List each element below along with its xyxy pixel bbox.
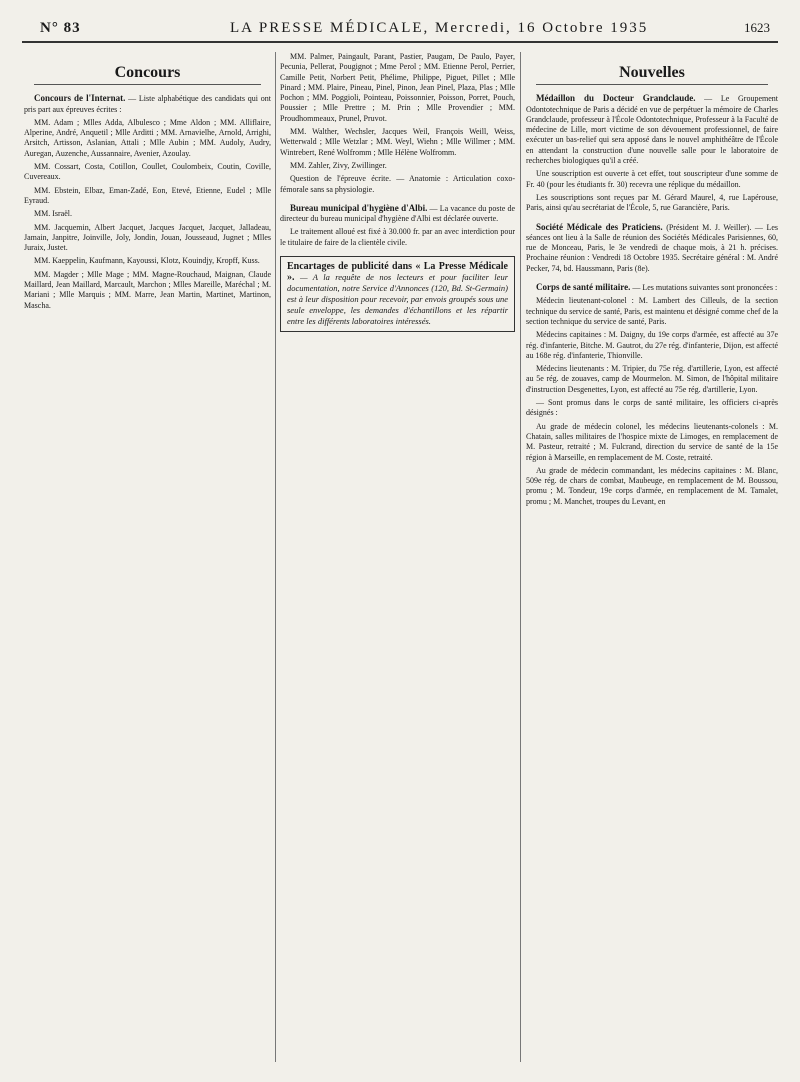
article-text: — Le Groupement Odontotechnique de Paris a décidé en vue de perpétuer la mémoire de Charles Grandclaude, professeur à l'École Odontotechnique, Professeur à la Faculté de médecine de Lille, mort victime de son dévouement professionnel, de faire exécuter un bas-relief qui sera apposé dans le nouvel amphithéâtre de l'École en attendant la construction d'une nouvelle salle pour le laboratoire de recherches biologiques qu'il a créé. (526, 94, 778, 166)
article-text: Médecin lieutenant-colonel : M. Lambert des Cilleuls, de la section technique du service de santé, Paris, est maintenu et désigné comme chef de la section technique du service de santé, Paris. (526, 296, 778, 326)
article-text: Au grade de médecin colonel, les médecins lieutenants-colonels : M. Chatain, salles militaires de l'hospice mixte de Limoges, en remplacement de M. Pasteur, retraité ; M. Fulcrand, direction du service de santé de la 15e région à Marseille, en remplacement de M. Coste, retraité. (526, 421, 778, 462)
column-right (526, 52, 778, 1062)
candidate-list: MM. Magder ; Mlle Mage ; MM. Magne-Rouchaud, Maignan, Claude Maillard, Jean Maillard, Marcault, Marchon ; Mlles Mareille, Maréchal ; M. Mariani ; Mlle Marquis ; MM. Marre, Jean Martin, Martinet, Martinon, Mascha. (24, 269, 271, 310)
header-rule (22, 41, 778, 43)
candidate-list: MM. Ebstein, Elbaz, Eman-Zadé, Eon, Etevé, Etienne, Eudel ; Mlle Eyraud. (24, 185, 271, 205)
article-text: Le traitement alloué est fixé à 30.000 fr. par an avec interdiction pour le titulaire de faire de la clientèle civile. (280, 227, 515, 247)
advertisement-box (280, 256, 515, 332)
article-text: Une souscription est ouverte à cet effet, tout souscripteur d'une somme de Fr. 40 (pour les étudiants fr. 30) recevra une réplique du médaillon. (526, 169, 778, 189)
article-title: Médaillon du Docteur Grandclaude. (536, 93, 696, 104)
candidate-list: MM. Zahler, Zivy, Zwillinger. (290, 160, 387, 170)
article-praticiens (526, 222, 778, 274)
section-title-concours: Concours (114, 64, 181, 81)
article-albi (280, 203, 515, 225)
candidate-list: MM. Cossart, Costa, Cotillon, Coullet, Coulombeix, Coutin, Coville, Cuvereaux. (24, 162, 271, 182)
issue-number: N° 83 (40, 20, 81, 36)
article-medallion (526, 93, 778, 166)
candidate-list: MM. Israël. (34, 209, 72, 219)
article-title: Concours de l'Internat. (34, 93, 126, 104)
page-number: 1623 (744, 20, 770, 35)
box-title: Encartages de publicité dans « La Presse Médicale ». (287, 261, 508, 284)
candidate-list: MM. Jacquemin, Albert Jacquet, Jacques Jacquet, Jacquet, Jalladeau, Jamain, Janpitre, Joinville, Joly, Jondin, Jouan, Jousseaud, Jugnet ; Mlles Juraix, Justet. (24, 222, 271, 253)
article-internat (24, 93, 271, 115)
section-rule (536, 84, 768, 85)
article-text: — Sont promus dans le corps de santé militaire, les officiers ci-après désignés : (526, 398, 778, 418)
column-divider (520, 52, 521, 1062)
column-divider (275, 52, 276, 1062)
article-text: Médecins lieutenants : M. Tripier, du 75e rég. d'artillerie, Lyon, est affecté au 5e rég. de zouaves, camp de Mourmelon. M. Simon, de l'hôpital militaire d'instruction Desgenettes, Lyon, est affecté au 75e rég. d'artillerie, Lyon. (526, 364, 778, 394)
article-text: — La vacance du poste de directeur du bureau municipal d'hygiène d'Albi est déclarée ouverte. (280, 203, 515, 224)
section-title-nouvelles: Nouvelles (619, 64, 685, 81)
article-text: Au grade de médecin commandant, les médecins capitaines : M. Blanc, 509e rég. de chars de combat, Maubeuge, en remplacement de M. Boussou, promu ; M. Tondeur, 19e corps d'armée, en remplacement de M. Tamalet, promu ; M. Manchet, troupes du Levant, en (526, 465, 778, 506)
section-rule (34, 84, 261, 85)
article-title: Corps de santé militaire. (536, 282, 631, 293)
article-title: Bureau municipal d'hygiène d'Albi. (290, 202, 428, 213)
box-text: — A la requête de nos lecteurs et pour faciliter leur documentation, notre Service d'Annonces (120, Bd. St-Germain) est à leur disposition pour recevoir, par envois groupés sous une seule enveloppe, les demandes d'échantillons et les répartir entre les différents laboratoires intéressés. (287, 272, 509, 327)
exam-question: Question de l'épreuve écrite. — Anatomie : Articulation coxo-fémorale sans sa physiologie. (280, 174, 515, 194)
article-text: Les souscriptions sont reçues par M. Gérard Maurel, 4, rue Lapérouse, Paris, ainsi qu'au secrétariat de l'École, 5, rue Garancière, Paris. (526, 192, 778, 213)
candidate-list: MM. Walther, Wechsler, Jacques Weil, François Weill, Weiss, Wetterwald ; Mlle Wetzlar ; MM. Weyl, Wiehn ; Mlle Willmer ; MM. Wintrebert, René Wolfromm ; Mlle Hélène Wolfromm. (280, 127, 515, 157)
page-header (0, 0, 800, 40)
journal-title: LA PRESSE MÉDICALE, Mercredi, 16 Octobre 1935 (230, 20, 649, 36)
article-text: — Les mutations suivantes sont prononcées : (632, 283, 778, 293)
article-text: Médecins capitaines : M. Daigny, du 19e corps d'armée, est affecté au 37e rég. d'infanterie, Bitche. M. Gautrot, du 27e rég. d'infanterie, Dijon, est affecté au 168e rég. d'infanterie, Thionville. (526, 330, 778, 360)
candidate-list: MM. Adam ; Mlles Adda, Albulesco ; Mme Aldon ; MM. Alliflaire, Alperine, André, Anquetil ; Mlle Arditti ; MM. Arnavielhe, Arnold, Arrighi, Arsitch, Artisson, Aslanian, Attali ; Mlle Aubin ; MM. Audoly, Audry, Auregan, Auzenche, Aussannaire, Avenier, Azoulay. (24, 117, 271, 158)
article-intro: — Liste alphabétique des candidats qui ont pris part aux épreuves écrites : (24, 94, 271, 114)
article-text: (Président M. J. Weiller). — Les séances ont lieu à la Salle de réunion des Sociétés Médicales Parisiennes, 60, rue de Monceau, Paris, le 3e vendredi de chaque mois, à 21 h. précises. Prochaine réunion : Vendredi 18 Octobre 1935. Secrétaire général : M. André Pecker, 74, bd. Haussmann, Paris (8e). (526, 222, 778, 273)
candidate-list: MM. Kaeppelin, Kaufmann, Kayoussi, Klotz, Kouindjy, Kropff, Kuss. (34, 256, 260, 266)
article-corps-sante (526, 282, 778, 293)
article-title: Société Médicale des Praticiens. (536, 221, 663, 232)
column-middle (280, 52, 515, 1062)
column-left (24, 52, 271, 1062)
candidate-list: MM. Palmer, Paingault, Parant, Pastier, Paugam, De Paulo, Payer, Pecunia, Pellerat, Pougignot ; Mme Perol ; MM. Etienne Perol, Perrier, Camille Petit, Norbert Petit, Phélime, Philippe, Piguet, Pillet ; Mlle Pinard ; MM. Plaire, Pineau, Pinel, Pinon, Jean Pinel, Plaza, Plas ; Mlle Pochon ; MM. Poggioli, Pointeau, Poissonnier, Poisson, Porret, Pouch, Poussier ; Mlle Prettre ; M. Prin ; Mlle Provendier ; MM. Proudhommeaux, Prunel, Pruvot. (280, 52, 515, 123)
